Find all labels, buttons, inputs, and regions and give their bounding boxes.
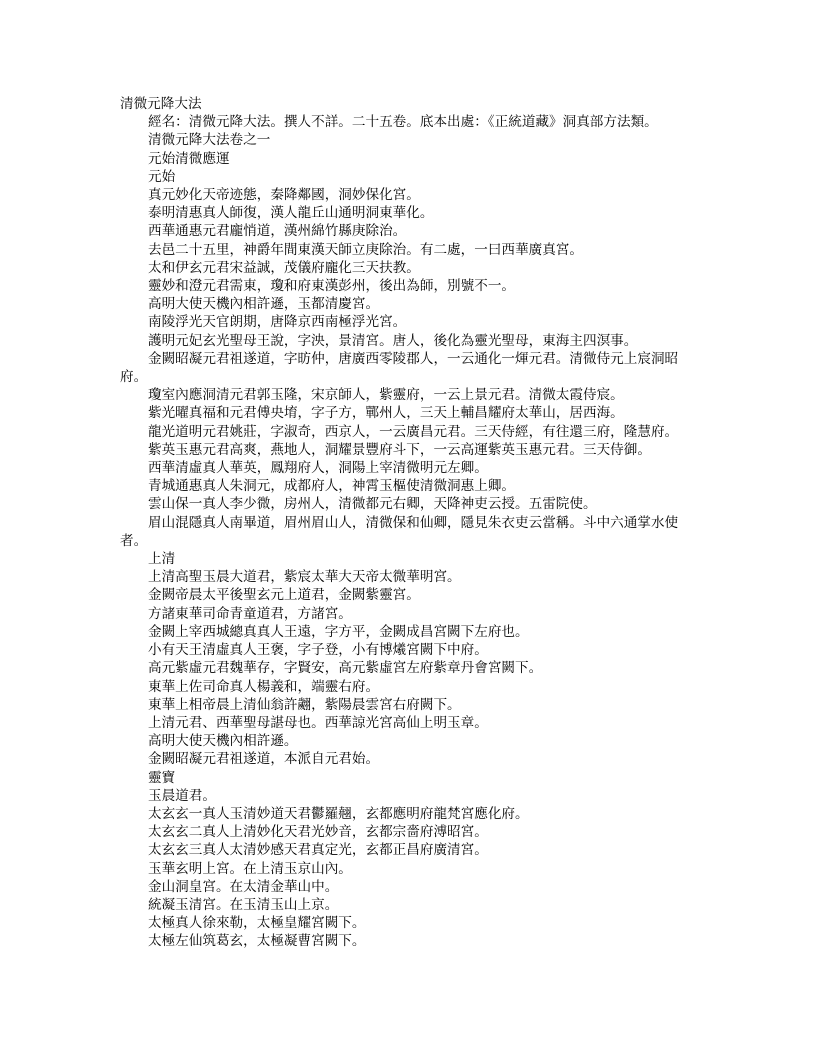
- lineage-entry: 上清元君、西華聖母諶母也。西華諒光宮高仙上明玉章。: [148, 714, 488, 731]
- lineage-entry: 真元妙化天帝迹態，秦降鄰國，洞妙保化宮。: [148, 187, 420, 204]
- lineage-entry: 太玄玄三真人太清妙感天君真定光，玄都正昌府廣清宮。: [148, 842, 488, 859]
- lineage-entry: 金闕昭凝元君祖遂道，字昉仲，唐廣西零陵郡人，一云通化一煇元君。清微侍元上宸洞昭府。: [120, 350, 679, 386]
- lineage-entry: 高明大使天機內相許遜，玉都清慶宮。: [148, 296, 380, 313]
- lineage-entry: 太和伊玄元君宋益誠，茂儀府龐化三天扶教。: [148, 259, 420, 276]
- lineage-entry: 太極左仙筑葛玄，太極凝曹宮闕下。: [148, 933, 366, 950]
- lineage-entry: 眉山混隱真人南畢道，眉州眉山人，清微保和仙卿，隱見朱衣吏云當稱。斗中六通掌水使者。: [120, 514, 679, 549]
- lineage-entry: 東華上相帝晨上清仙翁許翽，紫陽晨雲宮右府闕下。: [148, 696, 461, 713]
- lineage-entry: 玉華玄明上宮。在上清玉京山內。: [148, 860, 352, 877]
- lineage-entry: 太極真人徐來勒，太極皇耀宮闕下。: [148, 915, 366, 932]
- volume-heading: 清微元降大法卷之一: [148, 132, 271, 149]
- lineage-entry: 青城通惠真人朱洞元，成都府人，神霄玉樞使清微洞惠上卿。: [148, 478, 516, 495]
- lineage-entry: 護明元妃玄光聖母王說，字泱，景清宮。唐人，後化為靈光聖母，東海主四溟事。: [148, 332, 638, 349]
- lineage-entry: 泰明清惠真人師復，漢人龍丘山通明洞東華化。: [148, 205, 434, 222]
- lineage-entry: 玉晨道君。: [148, 787, 216, 804]
- lineage-entry: 金闕帝晨太平後聖玄元上道君，金闕紫靈宮。: [148, 587, 420, 604]
- lineage-entry: 太玄玄二真人上清妙化天君光妙音，玄都宗嗇府溥昭宮。: [148, 824, 488, 841]
- lineage-entry: 靈妙和澄元君需東，瓊和府東漢彭州，後出為師，別號不一。: [148, 278, 516, 295]
- lineage-entry: 雲山保一真人李少微，房州人，清微都元右卿，天降神吏云授。五雷院使。: [148, 496, 597, 513]
- section-heading-lingbao: 靈寶: [148, 769, 176, 786]
- scripture-metadata: 經名：清微元降大法。撰人不詳。二十五卷。底本出處：《正統道藏》洞真部方法類。: [148, 114, 658, 131]
- lineage-entry: 高明大使天機內相許遜。: [148, 733, 298, 750]
- lineage-entry: 高元紫虛元君魏華存，字賢安，高元紫虛宮左府紫章丹會宮闕下。: [148, 660, 543, 677]
- lineage-entry: 金闕昭凝元君祖遂道，本派自元君始。: [148, 751, 380, 768]
- lineage-entry: 上清高聖玉晨大道君，紫宸太華大天帝太微華明宮。: [148, 569, 461, 586]
- lineage-entry: 小有天王清虛真人王褒，字子登，小有博爔宮闕下中府。: [148, 642, 488, 659]
- document-page: [120, 95, 696, 951]
- lineage-entry: 紫光曜真福和元君傅央堉，字子方，鄲州人，三天上輔昌耀府太華山，居西海。: [148, 405, 624, 422]
- lineage-entry: 西華清虛真人華英，鳳翔府人，洞陽上宰清微明元左卿。: [148, 460, 488, 477]
- lineage-entry: 統凝玉清宮。在玉清玉山上京。: [148, 896, 339, 913]
- lineage-entry: 金闕上宰西城總真真人王遠，字方平，金闕成昌宮闕下左府也。: [148, 623, 529, 640]
- section-heading-yuanshi: 元始: [148, 168, 176, 185]
- section-heading-shangqing: 上清: [148, 551, 176, 568]
- chapter-heading: 元始清微應運: [148, 150, 230, 167]
- lineage-entry: 西華通惠元君龐悄道，漢州綿竹縣庚除治。: [148, 223, 407, 240]
- lineage-entry: 龍光道明元君姚莊，字淑奇，西京人，一云廣昌元君。三天侍經，有往還三府，隆慧府。: [148, 423, 679, 440]
- lineage-entry: 去邑二十五里，神爵年間東漢天師立庚除治。有二處，一曰西華廣真宮。: [148, 241, 583, 258]
- lineage-entry: 方諸東華司命青童道君，方諸宮。: [148, 605, 352, 622]
- lineage-entry: 東華上佐司命真人楊義和，端靈右府。: [148, 678, 380, 695]
- lineage-entry: 瓊室內應洞清元君郭玉隆，宋京師人，紫靈府，一云上景元君。清微太霞侍宸。: [148, 387, 624, 404]
- lineage-entry: 太玄玄一真人玉清妙道天君鬱羅翹，玄都應明府龍梵宮應化府。: [148, 805, 529, 822]
- lineage-entry: 金山洞皇宮。在太清金華山中。: [148, 878, 339, 895]
- lineage-entry: 紫英玉惠元君高爽，燕地人，洞耀景豐府斗下，一云高運紫英玉惠元君。三天侍御。: [148, 441, 651, 458]
- document-title: 清微元降大法: [120, 96, 202, 112]
- lineage-entry: 南陵浮光天官朗期，唐降京西南極浮光宮。: [148, 314, 407, 331]
